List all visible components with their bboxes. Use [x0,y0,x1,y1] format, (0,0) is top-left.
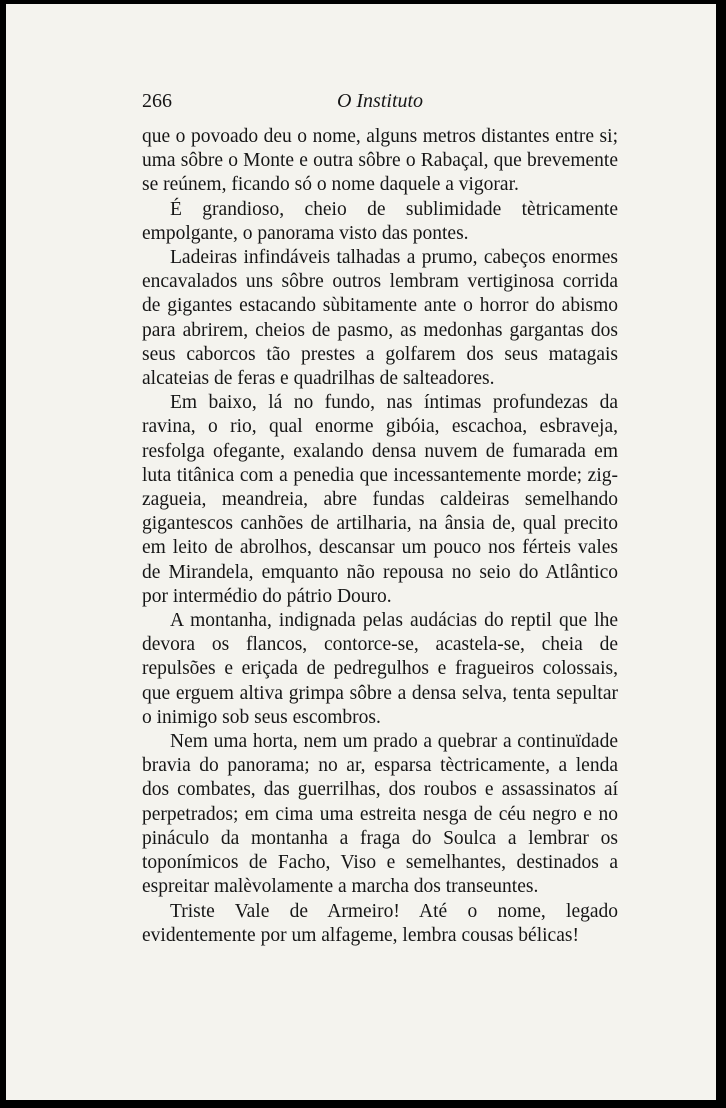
paragraph-4: Em baixo, lá no fundo, nas íntimas profundezas da ravina, o rio, qual enorme gibóia, escachoa, esbraveja, resfolga ofegante, exalando densa nuvem de fumarada em luta titânica com a penedia que incessantemente morde; zig-zagueia, meandreia, abre fundas caldeiras semelhando gigantescos canhões de artilharia, na ânsia de, qual precito em leito de abrolhos, descansar um pouco nos férteis vales de Mirandela, emquanto não repousa no seio do Atlântico por intermédio do pátrio Douro. [142,392,618,607]
paragraph-1: que o povoado deu o nome, alguns metros distantes entre si; uma sôbre o Monte e outra sôbre o Rabaçal, que brevemente se reúnem, ficando só o nome daquele a vigorar. [142,126,618,196]
paragraph-2: É grandioso, cheio de sublimidade tètricamente empolgante, o panorama visto das pontes. [142,198,618,244]
book-page [6,4,716,1100]
page-number: 266 [142,90,172,112]
paragraph-3: Ladeiras infindáveis talhadas a prumo, cabeços enormes encavalados uns sôbre outros lembram vertiginosa corrida de gigantes estacando sùbitamente ante o horror do abismo para abrirem, cheios de pasmo, as medonhas gargantas dos seus caborcos tão prestes a golfarem dos seus matagais alcateias de feras e quadrilhas de salteadores. [142,247,618,390]
paragraph-6: Nem uma horta, nem um prado a quebrar a continuïdade bravia do panorama; no ar, esparsa tèctricamente, a lenda dos combates, das guerrilhas, dos roubos e assassinatos aí perpetrados; em cima uma estreita nesga de céu negro e no pináculo da montanha a fraga do Soulca a lembrar os toponímicos de Facho, Viso e semelhantes, destinados a espreitar malèvolamente a marcha dos transeuntes. [142,731,618,898]
page-header [142,90,618,116]
body-text [142,125,618,948]
paragraph-5: A montanha, indignada pelas audácias do reptil que lhe devora os flancos, contorce-se, acastela-se, cheia de repulsões e eriçada de pedregulhos e fragueiros colossais, que erguem altiva grimpa sôbre a densa selva, tenta sepultar o inimigo sob seus escombros. [142,610,618,728]
paragraph-7: Triste Vale de Armeiro! Até o nome, legado evidentemente por um alfageme, lembra cousas bélicas! [142,900,618,946]
running-title: O Instituto [336,90,424,112]
